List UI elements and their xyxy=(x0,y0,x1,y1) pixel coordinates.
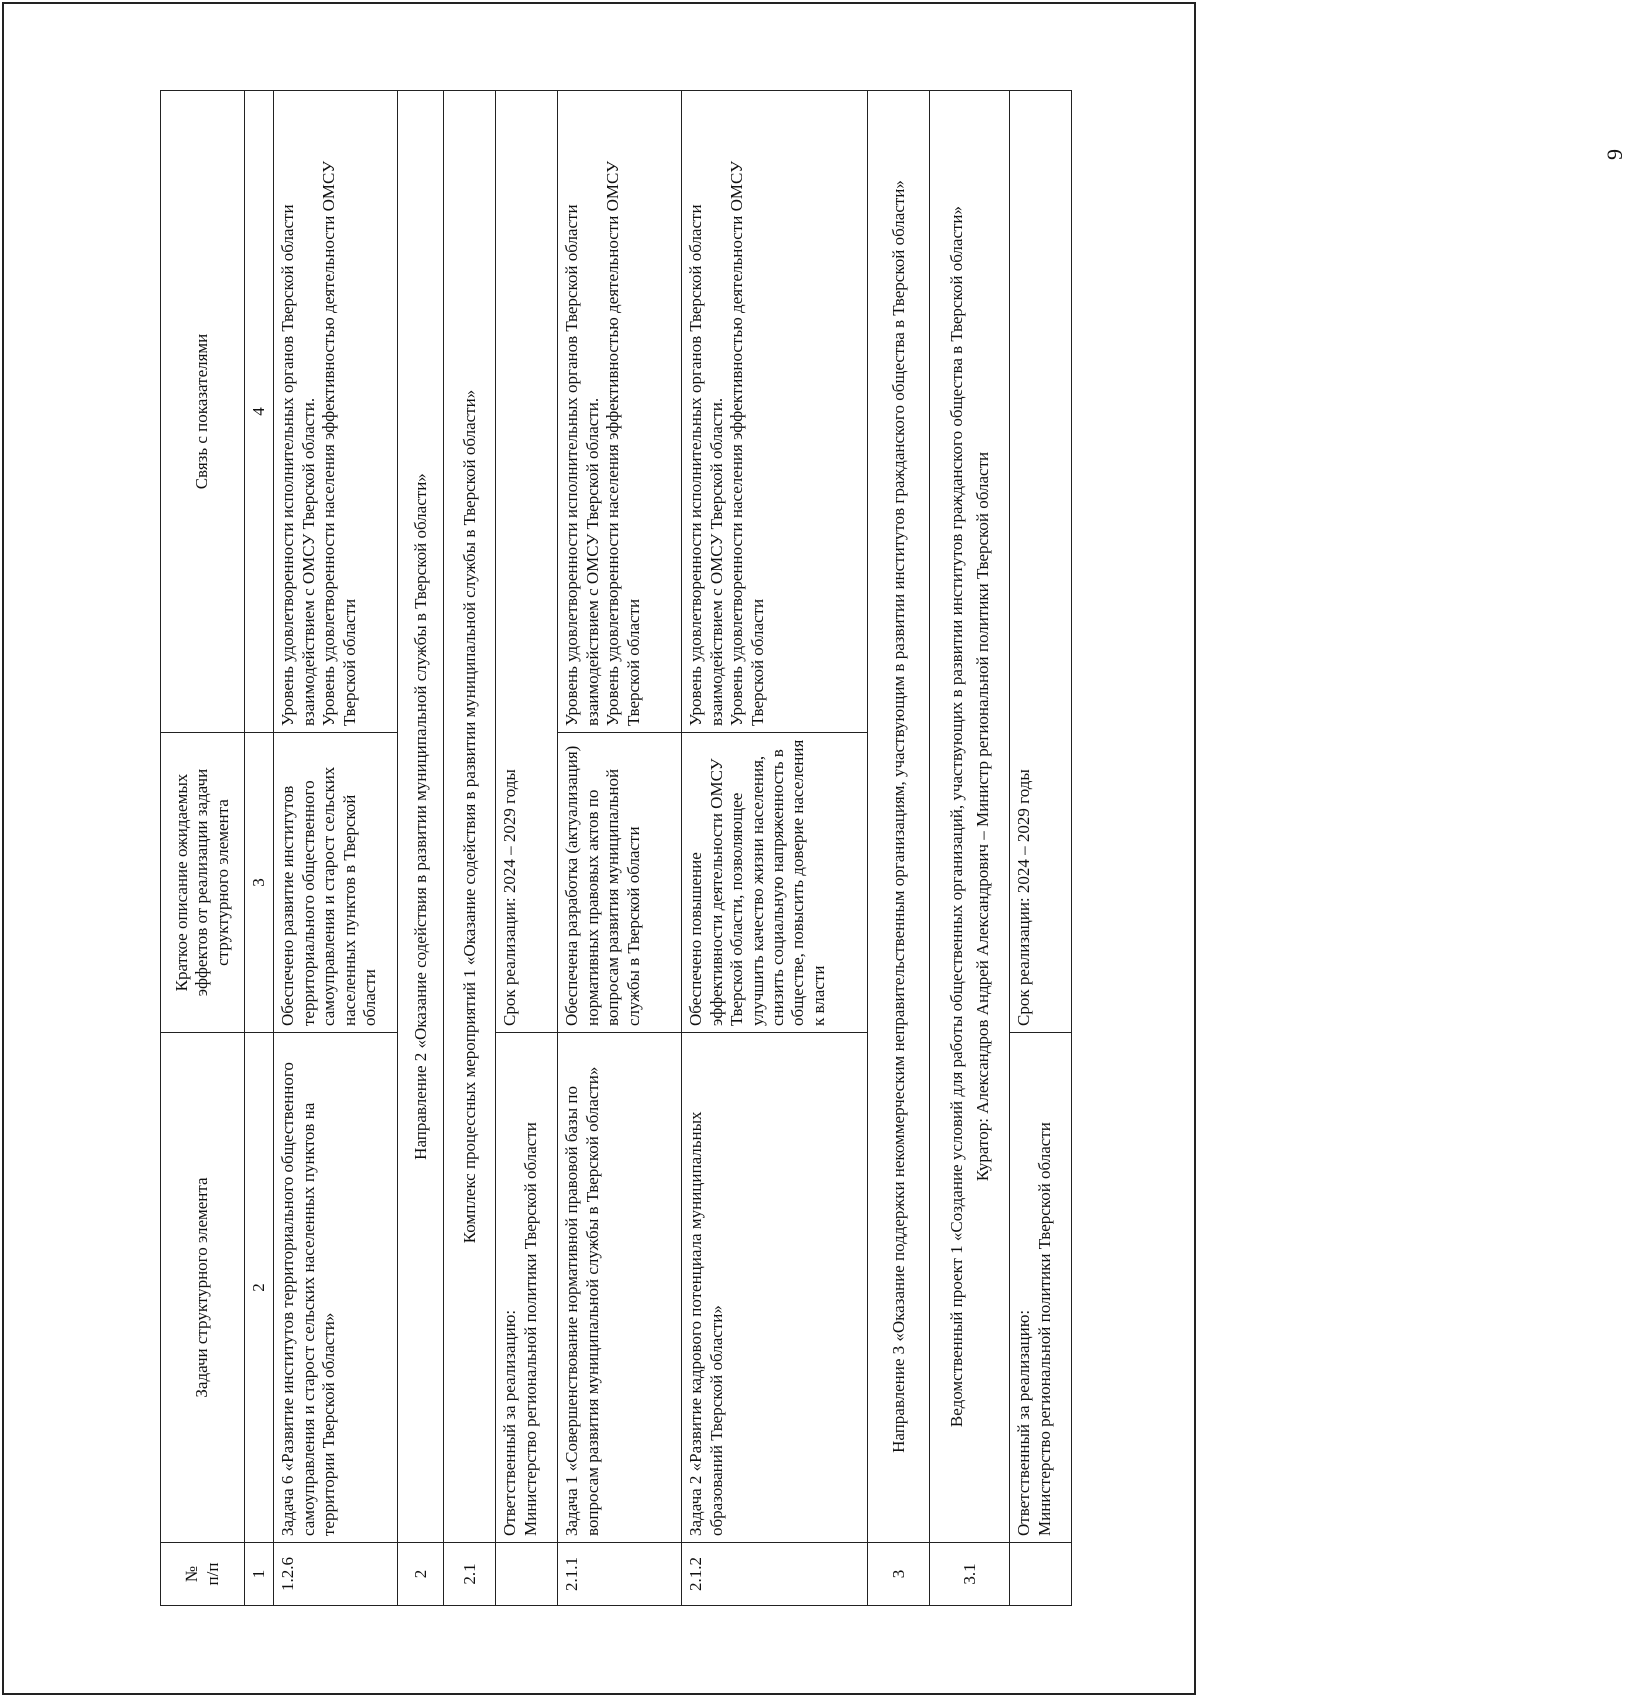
curator-line: Куратор: Александров Андрей Александрович – Министр региональной политики Тверской области xyxy=(972,451,992,1182)
indicator-link-cell: Уровень удовлетворенности исполнительных органов Тверской области взаимодействием с ОМСУ Тверской области. Уровень удовлетворенности населения эффективностью деятельности ОМСУ Тверской области xyxy=(274,91,398,733)
empty-number-cell xyxy=(496,1543,558,1606)
departmental-project-1-title: Ведомственный проект 1 «Создание условий для работы общественных организаций, участвующих в развитии институтов гражданского общества в Тверской области» xyxy=(946,205,966,1428)
row-number: 3.1 xyxy=(930,1543,1010,1606)
direction-3-title: Направление 3 «Оказание поддержки некоммерческим неправительственным организациям, участвующим в развитии институтов гражданского общества в Тверской области» xyxy=(868,91,930,1543)
indicator-link-cell: Уровень удовлетворенности исполнительных органов Тверской области взаимодействием с ОМСУ Тверской области. Уровень удовлетворенности населения эффективностью деятельности ОМСУ Тверской области xyxy=(558,91,682,733)
table-row-3 xyxy=(868,91,930,1606)
col-number-3: 3 xyxy=(245,733,274,1033)
term-cell: Срок реализации: 2024 – 2029 годы xyxy=(496,91,558,1033)
table-row-2-1 xyxy=(444,91,496,1606)
header-row xyxy=(161,91,245,1606)
header-tasks: Задачи структурного элемента xyxy=(161,1033,245,1543)
column-numbers-row xyxy=(245,91,274,1606)
effect-cell: Обеспечена разработка (актуализация) нормативных правовых актов по вопросам развития муниципальной службы в Тверской области xyxy=(558,733,682,1033)
term-cell: Срок реализации: 2024 – 2029 годы xyxy=(1010,91,1072,1033)
row-number: 2.1.1 xyxy=(558,1543,682,1606)
task-cell: Задача 6 «Развитие институтов территориального общественного самоуправления и старост сельских населенных пунктов на территории Тверской области» xyxy=(274,1033,398,1543)
row-number: 2.1.2 xyxy=(682,1543,868,1606)
effect-cell: Обеспечено развитие институтов территориального общественного самоуправления и старост сельских населенных пунктов в Тверской области xyxy=(274,733,398,1033)
row-number: 2.1 xyxy=(444,1543,496,1606)
responsible-cell: Ответственный за реализацию: Министерство региональной политики Тверской области xyxy=(496,1033,558,1543)
responsible-cell: Ответственный за реализацию: Министерство региональной политики Тверской области xyxy=(1010,1033,1072,1543)
row-number: 2 xyxy=(398,1543,444,1606)
process-complex-1-title: Комплекс процессных мероприятий 1 «Оказание содействия в развитии муниципальной службы в Тверской области» xyxy=(444,91,496,1543)
indicator-link-cell: Уровень удовлетворенности исполнительных органов Тверской области взаимодействием с ОМСУ Тверской области. Уровень удовлетворенности населения эффективностью деятельности ОМСУ Тверской области xyxy=(682,91,868,733)
col-number-2: 2 xyxy=(245,1033,274,1543)
table-row-2-1-1 xyxy=(558,91,682,1606)
header-link: Связь с показателями xyxy=(161,91,245,733)
direction-2-title: Направление 2 «Оказание содействия в развитии муниципальной службы в Тверской области» xyxy=(398,91,444,1543)
empty-number-cell xyxy=(1010,1543,1072,1606)
header-num: № п/п xyxy=(161,1543,245,1606)
task-cell: Задача 1 «Совершенствование нормативной правовой базы по вопросам развития муниципальной службы в Тверской области» xyxy=(558,1033,682,1543)
table-row-2-1-responsible xyxy=(496,91,558,1606)
col-number-4: 4 xyxy=(245,91,274,733)
page-number: 9 xyxy=(1602,149,1627,160)
table-row-3-1 xyxy=(930,91,1010,1606)
col-number-1: 1 xyxy=(245,1543,274,1606)
table-row-1-2-6 xyxy=(274,91,398,1606)
row-number: 3 xyxy=(868,1543,930,1606)
row-number: 1.2.6 xyxy=(274,1543,398,1606)
table-row-3-1-responsible xyxy=(1010,91,1072,1606)
task-cell: Задача 2 «Развитие кадрового потенциала муниципальных образований Тверской области» xyxy=(682,1033,868,1543)
effect-cell: Обеспечено повышение эффективности деятельности ОМСУ Тверской области, позволяющее улучшить качество жизни населения, снизить социальную напряженность в обществе, повысить доверие населения к власти xyxy=(682,733,868,1033)
departmental-project-1-cell xyxy=(930,91,1010,1543)
table-row-2-1-2 xyxy=(682,91,868,1606)
structure-elements-table xyxy=(160,90,1072,1606)
table-row-2 xyxy=(398,91,444,1606)
rotated-table-container xyxy=(160,91,1090,1606)
header-effects: Краткое описание ожидаемых эффектов от реализации задачи структурного элемента xyxy=(161,733,245,1033)
